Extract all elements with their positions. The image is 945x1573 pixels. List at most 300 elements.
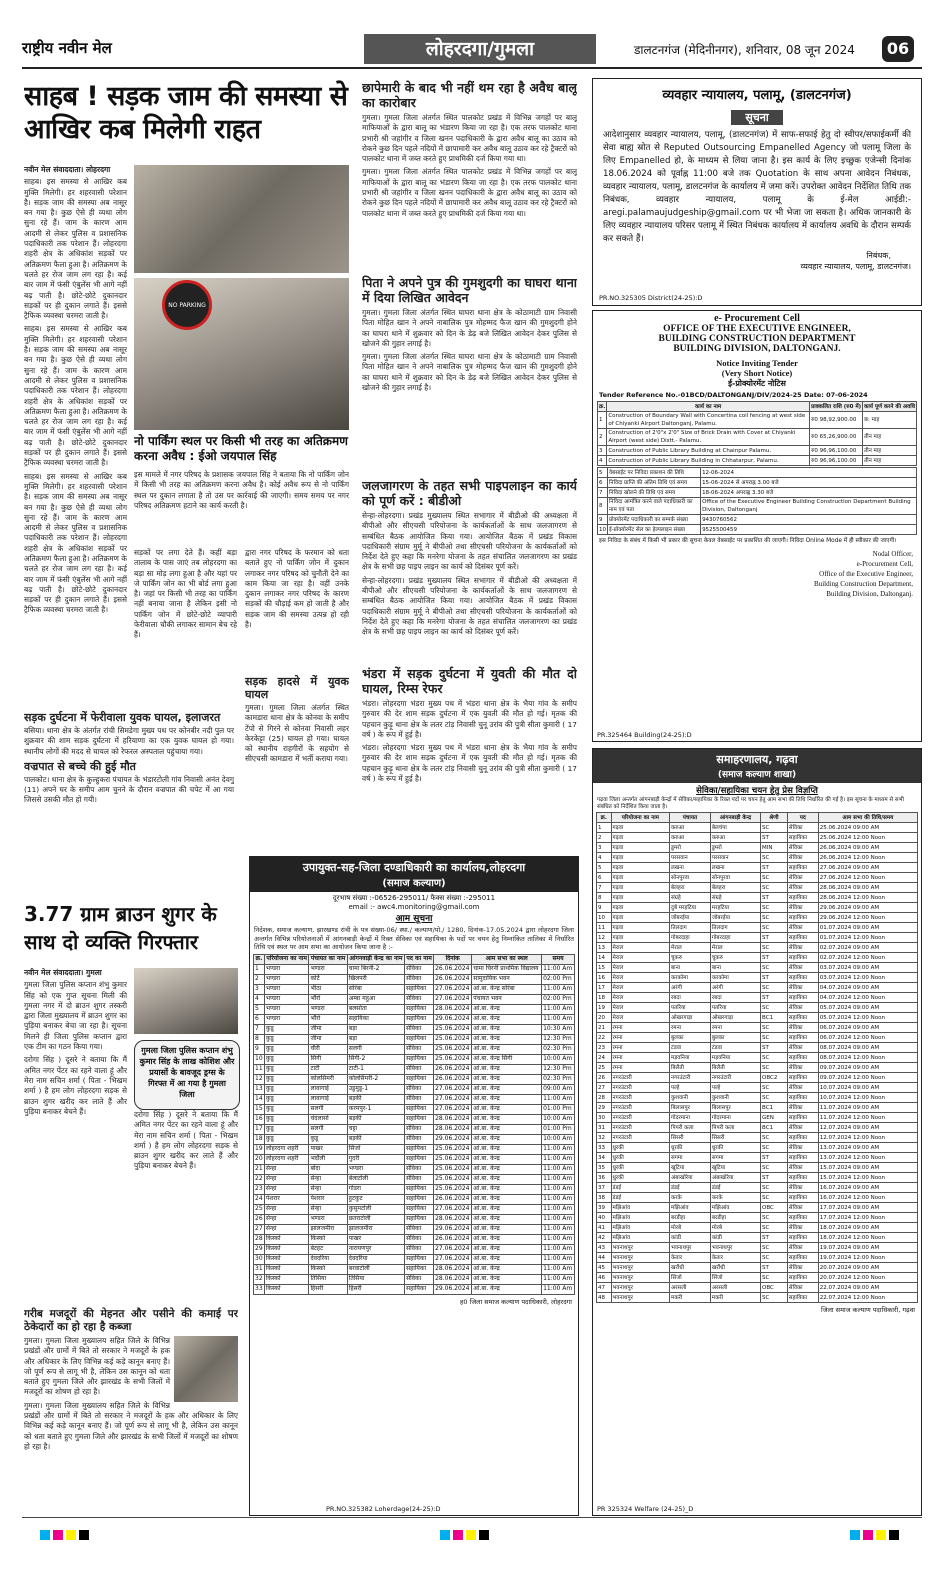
eproc-works-row (598, 412, 917, 429)
garhwa-table-row (597, 923, 918, 933)
eproc-tender-3: ई-प्रोक्योरमेंट नोटिस (728, 379, 786, 388)
garhwa-table-cell: 23 (597, 1043, 612, 1053)
lohardaga-table-cell: बड़की (347, 1114, 404, 1124)
lohardaga-table-cell: 25.06.2024 (434, 1154, 472, 1164)
garhwa-table-cell: मेराल (611, 963, 670, 973)
garhwa-table-cell: 05.07.2024 12:00 Noon (818, 1013, 917, 1023)
garhwa-table-row (597, 1013, 918, 1023)
lohardaga-table-cell: कोलसिमरी (309, 1074, 347, 1084)
garhwa-table-row (597, 1183, 918, 1193)
lohardaga-table-cell: 25.06.2024 (434, 1044, 472, 1054)
garhwa-table-cell: सेविका (787, 1103, 818, 1113)
brown-sugar-headline-block (24, 900, 244, 966)
garhwa-table-cell: सहायिका (787, 1073, 818, 1083)
garhwa-table-cell: BC1 (761, 1013, 788, 1023)
garhwa-table-cell: मोरबे (670, 1223, 711, 1233)
garhwa-table-cell: SC (761, 1163, 788, 1173)
lohardaga-table-cell: सेन्हा (264, 1174, 309, 1184)
garhwa-table-cell: कुशवानी (670, 1093, 711, 1103)
lohardaga-table-cell: 09:00 Am (542, 1084, 575, 1094)
garhwa-table-row (597, 1173, 918, 1183)
lohardaga-table-cell: 11:00 Am (542, 1184, 575, 1194)
masthead: राष्ट्रीय नवीन मेल (22, 39, 112, 57)
missing-son-headline: पिता ने अपने पुत्र की गुमशुदगी का घाघरा थाना में दिया लिखित आवेदन (362, 275, 577, 305)
labour-story (24, 1305, 238, 1515)
lohardaga-table-cell: सेविका (405, 1274, 434, 1284)
garhwa-table-cell: मेराल (710, 943, 760, 953)
lohardaga-table-cell: 14 (255, 1095, 263, 1102)
lohardaga-table-cell: कुडू (264, 1084, 309, 1094)
garhwa-table-cell: सहायिका (787, 1153, 818, 1163)
brown-sugar-continuation-body: दरोगा सिंह ) दूसरे ने बताया कि मैं अमित नगर पेंटर का रहने वाला हूं और मेरा नाम सचिन शर्मा ( पिता - भिखम शर्मा ) है हम लोग लोहरदगा सड़क से ब्राउन शुगर खरीद कर लाते हैं और पुड़िया बनाकर बेचने हैं। (134, 1110, 238, 1171)
lohardaga-table-cell: आं.बा. केन्द्र (472, 1274, 542, 1284)
sp-quote: गुमला जिला पुलिस कप्तान शंभु कुमार सिंह के लाख कोशिश और प्रयासों के बावजूद ड्रग्स के गिरफ्त में आ गया है गुमला जिला (134, 1040, 240, 1110)
lohardaga-table-cell: सहायिका (405, 1034, 434, 1044)
lohardaga-table-cell: सेविका (405, 1134, 434, 1144)
garhwa-table-cell: 4 (597, 853, 612, 863)
lohardaga-table-cell: सोरंबा (347, 984, 404, 994)
eproc-info-row (598, 515, 917, 525)
garhwa-table-cell: नगरउंटारी (611, 1073, 670, 1083)
lohardaga-table-cell: 24 (255, 1195, 263, 1202)
lohardaga-table-cell: 28.06.2024 (434, 1264, 472, 1274)
garhwa-table-cell: 05.07.2024 09:00 AM (818, 1003, 917, 1013)
register-marks-right (850, 1525, 902, 1535)
lohardaga-table-cell: 26.06.2024 (434, 1234, 472, 1244)
yellow-mark (466, 1530, 476, 1540)
lohardaga-table-cell: सेविका (405, 1174, 434, 1184)
garhwa-table-cell: SC (761, 1023, 788, 1033)
garhwa-table-cell: SC (761, 853, 788, 863)
lohardaga-table-cell: किस्को (309, 1264, 347, 1274)
garhwa-table-cell: भवनाथपुर (611, 1253, 670, 1263)
garhwa-table-cell: 06.07.2024 12:00 Noon (818, 1033, 917, 1043)
eproc-info-cell: 6 (598, 478, 608, 488)
eproc-info-table (597, 467, 917, 535)
garhwa-table-cell: ST (761, 863, 788, 873)
lohardaga-table-cell: सेन्हा (309, 1174, 347, 1184)
garhwa-table-cell: सहायिका (787, 1293, 818, 1303)
garhwa-table-cell: BC1 (761, 1103, 788, 1113)
garhwa-table-cell: 36 (597, 1173, 612, 1183)
garhwa-table-cell: सहायिका (787, 953, 818, 963)
garhwa-table-cell: 17 (597, 983, 612, 993)
eproc-works-col-header: प्राक्कलित राशि (रु0 में) (811, 403, 862, 410)
lohardaga-table-cell: 29.06.2024 (434, 1134, 472, 1144)
garhwa-table-cell: बेलचंपा (710, 823, 760, 833)
garhwa-table-cell: रमना (611, 1033, 670, 1043)
garhwa-table-cell: OBC2 (761, 1073, 788, 1083)
garhwa-table-cell: सेविका (787, 883, 818, 893)
col2-body: इस मामले में नगर परिषद के प्रशासक जयपाल सिंह ने बताया कि नो पार्किंग जोन में किसी भी तरह का अतिक्रमण करना अवैध है। कोई अवैध रूप से नो पार्किंग स्थल पर दुकान लगाता है तो उस पर कार्रवाई की जाएगी। समय समय पर नगर परिषद अतिक्रमण हटाने का कार्य करती है। (134, 470, 349, 510)
lohardaga-table-cell: सहायिका (405, 1214, 434, 1224)
lohardaga-table-cell: कुडू (264, 1024, 309, 1034)
lohardaga-table-row (254, 964, 575, 974)
lohardaga-table-cell: 16 (255, 1115, 263, 1122)
garhwa-table-cell: 11.07.2024 12:00 Noon (818, 1113, 917, 1123)
court-sign-1: निबंधक, (866, 251, 891, 260)
lohardaga-table-cell: आं.बा. केन्द्र (472, 1164, 542, 1174)
lohardaga-table-cell: भण्डरा (264, 1004, 309, 1014)
lohardaga-table-cell: भण्डरा (309, 1214, 347, 1224)
garhwa-table-cell: जोबरईया (710, 913, 760, 923)
garhwa-table-cell: सेविका (787, 1143, 818, 1153)
garhwa-table-cell: SC (761, 1093, 788, 1103)
eproc-works-cell: 1 (598, 412, 607, 429)
garhwa-table-cell: सहायिका (787, 933, 818, 943)
lohardaga-table-cell: कुडू (264, 1124, 309, 1134)
garhwa-table-cell: सेविका (787, 1123, 818, 1133)
garhwa-table-cell: गढ़वा (611, 923, 670, 933)
garhwa-table-cell: सेविका (787, 823, 818, 833)
garhwa-table-cell: ST (761, 1153, 788, 1163)
lohardaga-table-cell: 02:00 Pm (542, 994, 575, 1004)
garhwa-table-cell: 38 (597, 1193, 612, 1203)
garhwa-table-cell: सहायिका (787, 973, 818, 983)
garhwa-table-row (597, 1103, 918, 1113)
garhwa-head: सेविका/सहायिका चयन हेतु प्रेस विज्ञप्ति (696, 786, 818, 796)
lohardaga-table-cell: बलसोता (347, 1004, 404, 1014)
garhwa-table-cell: 30 (597, 1113, 612, 1123)
lohardaga-table-header (254, 954, 575, 964)
lohardaga-table-col-header: आंगनवाड़ी केन्द्र का नाम (347, 954, 404, 964)
garhwa-table-cell: गढ़वा (611, 863, 670, 873)
garhwa-table-cell: भवनाथपुर (611, 1263, 670, 1273)
garhwa-table-cell: ST (761, 1263, 788, 1273)
lohardaga-table-cell: 02:00 Pm (542, 974, 575, 984)
eproc-title-2: OFFICE OF THE EXECUTIVE ENGINEER, (663, 324, 851, 334)
lohardaga-table-cell: 27.06.2024 (434, 1254, 472, 1264)
garhwa-table-cell: 42 (597, 1233, 612, 1243)
garhwa-table-cell: टंडवा (670, 1043, 711, 1053)
lohardaga-table-row (254, 994, 575, 1004)
garhwa-table-cell: SC (761, 1133, 788, 1143)
lohardaga-table-row (254, 984, 575, 994)
garhwa-table-row (597, 903, 918, 913)
garhwa-table-col-header: पंचायत (670, 813, 711, 823)
continuation-a (134, 548, 237, 668)
eproc-info-cell: 18-06-2024 अपराह्न 3.30 बजे (701, 488, 917, 498)
eproc-info-cell: निविदा खोलने की तिथि एवं समय (608, 488, 701, 498)
dateline: डालटनगंज (मेदिनीनगर), शनिवार, 08 जून 2024 (634, 43, 855, 57)
lohardaga-table-cell: 25.06.2024 (434, 1144, 472, 1154)
garhwa-table-row (597, 1283, 918, 1293)
garhwa-table-cell: मेराल (611, 973, 670, 983)
garhwa-table-row (597, 1203, 918, 1213)
lohardaga-table-cell: खिलपरी (347, 974, 404, 984)
register-marks-left (40, 1525, 92, 1535)
lohardaga-table-cell: 11:00 Am (542, 1274, 575, 1284)
lohardaga-table-cell: आं.बा. केन्द्र (472, 1144, 542, 1154)
eproc-works-cell: 4 (598, 456, 607, 466)
lohardaga-table-cell: सेविका (405, 1094, 434, 1104)
lohardaga-table-row (254, 1244, 575, 1254)
lohardaga-table-cell: सामुदायिक भवन (472, 974, 542, 984)
eproc-works-row (598, 429, 917, 446)
lohardaga-table-cell: हिसरी (347, 1284, 404, 1294)
garhwa-table-cell: भवनाथपुर (710, 1243, 760, 1253)
garhwa-table-col-header: श्रेणी (761, 813, 788, 823)
garhwa-table-row (597, 983, 918, 993)
lohardaga-table-cell: 01:00 Pm (542, 1104, 575, 1114)
garhwa-table-row (597, 893, 918, 903)
eproc-info-row (598, 488, 917, 498)
garhwa-table-cell: सेविका (787, 1063, 818, 1073)
lohardaga-table-cell: 31 (255, 1265, 263, 1272)
lohardaga-table-cell: आं.बा. केन्द्र (472, 1224, 542, 1234)
lohardaga-table-cell: बोदा (309, 1164, 347, 1174)
eproc-tender-2: (Very Short Notice) (721, 368, 793, 378)
garhwa-table-cell: बेलहरा (710, 883, 760, 893)
lohardaga-table-col-header: क्र. (255, 955, 263, 962)
lohardaga-table-cell: कुडू (264, 1044, 309, 1054)
garhwa-table-cell: सहायिका (787, 913, 818, 923)
continuation-b-body: द्वारा नगर परिषद के फरमान को धता बताते हुए नो पार्किंग जोन में दुकान लगाकर नगर परिषद को चुनौती देने का काम किया जा रहा है। वहीं उनके दुकान लगाकर नगर परिषद के कारण सड़कों की चौड़ाई कम हो जाती है और सड़क जाम की समस्या उत्पन्न हो रही है। (245, 548, 349, 630)
garhwa-table-cell: मझिआंव (670, 1203, 711, 1213)
garhwa-table-cell: पिपरी कला (670, 1123, 711, 1133)
lohardaga-table-cell: 25.06.2024 (434, 1184, 472, 1194)
lohardaga-table-cell: सहायिका (405, 1264, 434, 1274)
garhwa-table-cell: सेविका (787, 923, 818, 933)
lohardaga-table-cell: 25.06.2024 (434, 1054, 472, 1064)
garhwa-table-cell: 45 (597, 1263, 612, 1273)
lohardaga-table-cell: 11:00 Am (542, 984, 575, 994)
garhwa-table-cell: अरसली (710, 1283, 760, 1293)
garhwa-table-cell: 03.07.2024 09:00 AM (818, 963, 917, 973)
garhwa-table-cell: 7 (597, 883, 612, 893)
garhwa-table-cell: गढ़वा (611, 883, 670, 893)
eproc-works-cell: रु0 65,26,900.00 (810, 429, 863, 446)
eproc-info-row (598, 525, 917, 535)
lohardaga-table-cell: 26.06.2024 (434, 964, 472, 974)
garhwa-table-cell: 20.07.2024 09:00 AM (818, 1263, 917, 1273)
lohardaga-table-cell: 18 (255, 1135, 263, 1142)
lohardaga-table-cell: देवदरिया (347, 1254, 404, 1264)
lohardaga-table-cell: लावागाई (309, 1084, 347, 1094)
garhwa-table-cell: गढ़वा (611, 933, 670, 943)
lohardaga-table-cell: सहायिका (405, 1104, 434, 1114)
lohardaga-table-cell: 11:00 Am (542, 1234, 575, 1244)
garhwa-table-cell: 28.06.2024 12:00 Noon (818, 893, 917, 903)
court-notice-head: सूचना (731, 110, 782, 125)
garhwa-table-cell: अंबाखोरेया (670, 1173, 711, 1183)
garhwa-table-cell: सहायिका (787, 1173, 818, 1183)
lohardaga-table-cell: कुडू (264, 1104, 309, 1114)
lohardaga-table-cell: कुडू (264, 1054, 309, 1064)
lohardaga-table-cell: सेविका (405, 1064, 434, 1074)
garhwa-table-row (597, 1163, 918, 1173)
garhwa-table-cell: खरौंधी (710, 1263, 760, 1273)
garhwa-table-cell: खुटिया (670, 1163, 711, 1173)
garhwa-table-cell: सेविका (787, 1003, 818, 1013)
garhwa-table-cell: गढ़वा (611, 853, 670, 863)
lohardaga-table-cell: सेन्हा (264, 1164, 309, 1174)
lohardaga-table-row (254, 974, 575, 984)
lohardaga-table-cell: आं.बा. केन्द्र (472, 1154, 542, 1164)
garhwa-table-cell: भवनाथपुर (611, 1283, 670, 1293)
continuation-b (245, 548, 349, 668)
lohardaga-table-row (254, 1104, 575, 1114)
lohardaga-table-cell: 27.06.2024 (434, 984, 472, 994)
lohardaga-table-col-header: आम सभा का स्थल (472, 954, 542, 964)
lohardaga-table-cell: सहायिका (405, 1254, 434, 1264)
eproc-tender-1: Notice Inviting Tender (716, 358, 798, 368)
garhwa-table-cell: SC (761, 823, 788, 833)
garhwa-notice (592, 748, 922, 1516)
lohardaga-table-cell: 11:00 Am (542, 1144, 575, 1154)
garhwa-table-cell: संग्रहे (670, 893, 711, 903)
garhwa-table-cell: 16.07.2024 09:00 AM (818, 1183, 917, 1193)
garhwa-table-cell: सहायिका (787, 1233, 818, 1243)
lohardaga-table-cell: सहायिका (405, 1284, 434, 1294)
register-marks-center (440, 1525, 492, 1535)
garhwa-table-cell: रबदा (670, 993, 711, 1003)
garhwa-table-row (597, 1023, 918, 1033)
garhwa-table-row (597, 1233, 918, 1243)
garhwa-table-cell: सहायिका (787, 1193, 818, 1203)
col2-story (134, 470, 349, 546)
eproc-info-cell: Office of the Executive Engineer Building Construction Department Building Division, Daltonganj (701, 498, 917, 515)
garhwa-table-cell: 6 (597, 873, 612, 883)
garhwa-table-cell: सेविका (787, 1203, 818, 1213)
lohardaga-table-cell: 20 (255, 1155, 263, 1162)
garhwa-table-cell: SC (761, 1293, 788, 1303)
garhwa-intro: गढ़वा जिला अन्तर्गत आंगनबाड़ी केन्द्रों में सेविका/सहायिका के रिक्त पदों पर चयन हेतु आम सभा की तिथि निर्धारित की गई है। इस सूचना के माध्यम से सभी संबंधित को निर्देशित किया जाता है। (597, 797, 904, 810)
lohardaga-table-cell: आं.बा. केन्द्र (472, 1044, 542, 1054)
garhwa-table-cell: SC (761, 1003, 788, 1013)
garhwa-table-cell: गोबरदाहा (670, 933, 711, 943)
lohardaga-table-cell: सेविका (405, 964, 434, 974)
garhwa-table-cell: सहायिका (787, 1113, 818, 1123)
missing-son-story (362, 275, 577, 475)
lohardaga-table-cell: 28.06.2024 (434, 1004, 472, 1014)
yellow-mark (66, 1530, 76, 1540)
cyan-mark (850, 1530, 860, 1540)
black-mark (479, 1530, 489, 1540)
garhwa-table-row (597, 1213, 918, 1223)
garhwa-table-cell: रमना (611, 1063, 670, 1073)
garhwa-table-cell: कांडी (710, 1233, 760, 1243)
garhwa-table-cell: 40 (597, 1213, 612, 1223)
lohardaga-table-cell: 11 (255, 1065, 263, 1072)
lohardaga-table-cell: 29.06.2024 (434, 1284, 472, 1294)
garhwa-table-cell: गढ़वा (611, 913, 670, 923)
eproc-info-cell: ई-प्रोक्योरमेंट सेल का हेल्पलाइन संख्या (608, 525, 701, 535)
lohardaga-table-cell: कुडू (264, 1064, 309, 1074)
brown-sugar-continuation (134, 1110, 238, 1300)
garhwa-table-cell: 26.06.2024 12:00 Noon (818, 853, 917, 863)
lohardaga-table-row (254, 1034, 575, 1044)
lohardaga-table-cell: बेलाटोली (347, 1174, 404, 1184)
eproc-works-cell: Construction of 2'0"x 2'0" Size of Brick Drain with Cover at Chiyanki Airport (west side) Distt.- Palamu. (607, 429, 810, 446)
garhwa-table-cell: SC (761, 883, 788, 893)
garhwa-table-cell: संग्रहे (710, 893, 760, 903)
court-pr: PR.NO.325305 District(24-25):D (599, 294, 703, 302)
garhwa-table-cell: 25.06.2024 09:00 AM (818, 823, 917, 833)
lohardaga-table-cell: सहायिका (405, 1204, 434, 1214)
jaljagran-headline: जलजागरण के तहत सभी पाइपलाइन का कार्य को पूर्ण करें : बीडीओ (362, 478, 577, 508)
lohardaga-intro: निदेशक, समाज कल्याण, झारखण्ड रांची के पत्र संख्या-06/ स्था./ कल्याण/पो./ 1280, दिनांक-17.05.2024 द्वारा लोहरदगा जिला अन्तर्गत विभिन्न परियोजनाओं में आंगनबाड़ी केन्द्रों में रिक्त सेविका एवं सहायिका के पदों पर चयन हेतु निम्नांकित तालिका में निर्धारित तिथि एवं स्थल पर आम सभा का आयोजन किया जाना है :- (254, 926, 574, 951)
cyan-mark (40, 1530, 50, 1540)
garhwa-table-cell: 33 (597, 1143, 612, 1153)
lohardaga-notice-title: उपायुक्त-सह-जिला दण्डाधिकारी का कार्यालय,लोहरदगा (302, 861, 526, 874)
lohardaga-table-cell: 29.06.2024 (434, 1014, 472, 1024)
lohardaga-table-cell: चंदलासो (309, 1114, 347, 1124)
lohardaga-table-cell: चट्टा (347, 1124, 404, 1134)
garhwa-table-cell: मकरी (670, 1293, 711, 1303)
garhwa-table-cell: SC (761, 963, 788, 973)
garhwa-table-cell: SC (761, 903, 788, 913)
lohardaga-table-cell: 5 (254, 1004, 265, 1014)
lohardaga-table-cell: आं.बा. केन्द्र (472, 1284, 542, 1294)
lohardaga-table-cell: टाटी-1 (347, 1064, 404, 1074)
lohardaga-table-cell: कुडू (264, 1094, 309, 1104)
lohardaga-table-cell: सहायिका (405, 1144, 434, 1154)
garhwa-table-cell: चुकरु (670, 953, 711, 963)
eproc-pr: PR.325464 Building(24-25):D (597, 731, 692, 739)
garhwa-table-cell: ओखरगाड़ा (670, 1013, 711, 1023)
garhwa-table-cell: 35 (597, 1163, 612, 1173)
hawker-headline: सड़क दुर्घटना में फेरीवाला युवक घायल, इलाजरत (24, 711, 221, 724)
lohardaga-table-cell: 25.06.2024 (434, 1164, 472, 1174)
garhwa-table-cell: धुरकी (611, 1173, 670, 1183)
lohardaga-table-cell: उडुमुडू-1 (347, 1084, 404, 1094)
lohardaga-table-cell: आं.बा. केन्द्र (472, 1244, 542, 1254)
lohardaga-table-cell: 12:30 Pm (542, 1034, 575, 1044)
lohardaga-table-cell: सलगी (309, 1124, 347, 1134)
lohardaga-table-cell: भण्डरा (309, 1004, 347, 1014)
garhwa-table-cell: अंबाखोरेया (710, 1173, 760, 1183)
eproc-works-table (597, 401, 917, 466)
lohardaga-table-cell: 1 (254, 964, 265, 974)
garhwa-table-cell: गढ़वा (611, 893, 670, 903)
lohardaga-table-cell: किस्को (264, 1244, 309, 1254)
garhwa-table-cell: 46 (597, 1273, 612, 1283)
magenta-mark (453, 1530, 463, 1540)
garhwa-table-cell: 08.07.2024 12:00 Noon (818, 1053, 917, 1063)
lohardaga-table-cell: टाटी (309, 1064, 347, 1074)
garhwa-table-cell: सगमा (670, 1153, 711, 1163)
lohardaga-table-cell: 25.06.2024 (434, 1034, 472, 1044)
garhwa-table-row (597, 1053, 918, 1063)
garhwa-table-cell: 19 (597, 1003, 612, 1013)
garhwa-table-row (597, 1003, 918, 1013)
lead-byline: नवीन मेल संवाददाता। लोहरदगा (24, 165, 111, 174)
lohardaga-table-cell: 11:00 Am (542, 1214, 575, 1224)
garhwa-table-cell: नगरउंटारी (611, 1103, 670, 1113)
garhwa-table-cell: 13.07.2024 12:00 Noon (818, 1153, 917, 1163)
garhwa-table-cell: 29.06.2024 12:00 Noon (818, 913, 917, 923)
lohardaga-table-cell: 11:00 Am (542, 1154, 575, 1164)
lohardaga-table-row (254, 1284, 575, 1294)
garhwa-table-cell: सेविका (787, 843, 818, 853)
labour-body-2: गुमला। गुमला जिला मुख्यालय सहित जिले के विभिन्न प्रखंडों और ग्रामों में बिते तो सरकार ने मजदूरों के हक और अधिकार के लिए विभिन्न कई कड़े कानून बनाए हैं। जो पूर्ण रूप से लागू भी है, लेकिन उस कानून को धता बताते हुए गुमला जिले और झारखंड के सभी जिलों में मजदूरों का शोषण हो रहा है। (24, 1400, 238, 1451)
garhwa-table-cell: गढ़वा (611, 873, 670, 883)
garhwa-table-cell: मझिआंव (611, 1203, 670, 1213)
garhwa-table-row (597, 933, 918, 943)
lead-headline: साहब ! सड़क जाम की समस्या से आखिर कब मिलेगी राहत (24, 81, 348, 145)
garhwa-table-row (597, 1133, 918, 1143)
garhwa-table-cell: सेविका (787, 853, 818, 863)
garhwa-table-cell: तिलदाग (670, 923, 711, 933)
garhwa-table-row (597, 1113, 918, 1123)
garhwa-table-cell: सहायिका (787, 1213, 818, 1223)
lohardaga-table-row (254, 1264, 575, 1274)
garhwa-table-cell: अरसली (670, 1283, 711, 1293)
garhwa-table-cell: 24 (597, 1053, 612, 1063)
garhwa-table-cell: सहायिका (787, 1033, 818, 1043)
garhwa-subtitle: (समाज कल्याण शाखा) (717, 770, 797, 780)
